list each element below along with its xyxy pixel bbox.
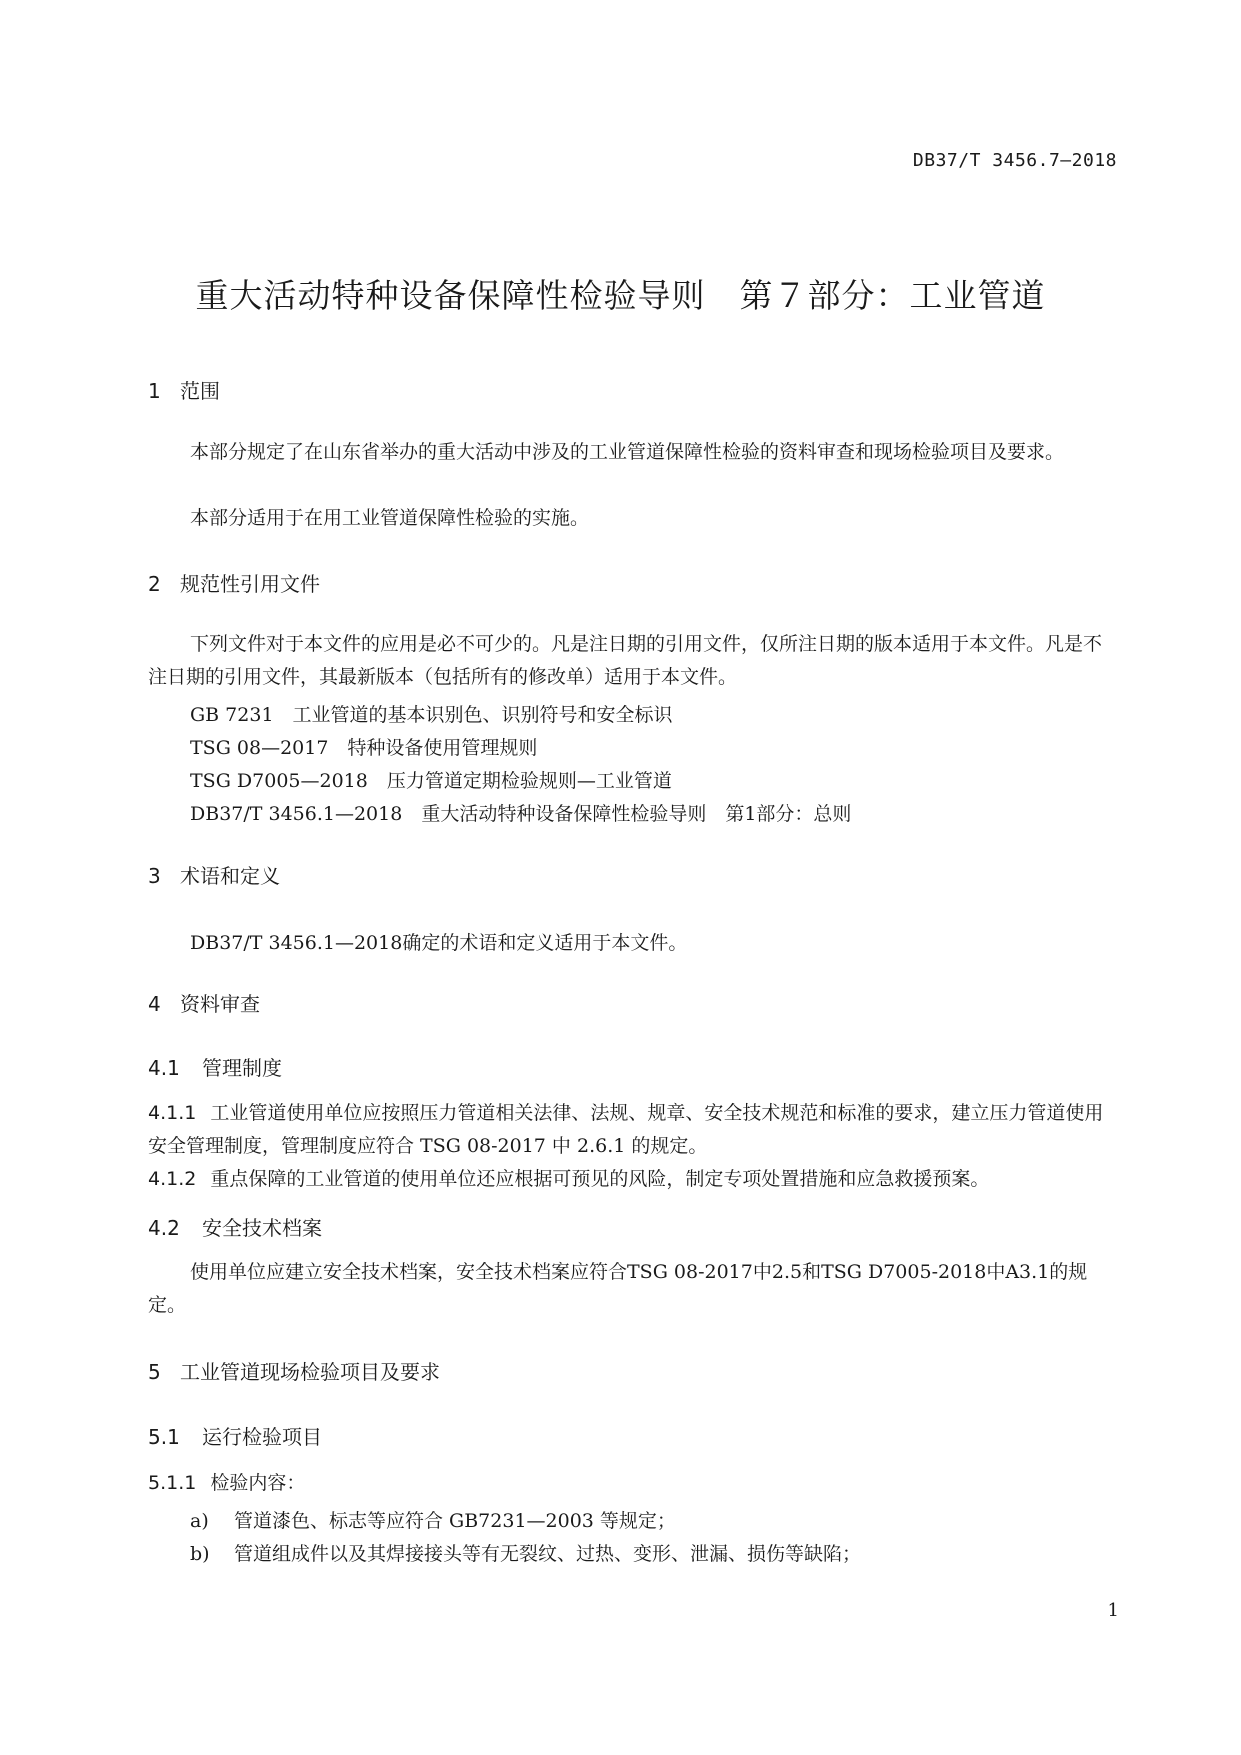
section-title: 资料审查 [180,992,260,1016]
section-title: 工业管道现场检验项目及要求 [180,1360,440,1384]
clause-number: 5.1.1 [148,1472,197,1494]
list-item [190,1539,861,1566]
clause-5-1-1 [148,1467,1114,1500]
section-5-1-heading [148,1421,322,1450]
section-3-heading [148,860,280,889]
list-item [190,1506,676,1533]
reference-item: GB 7231 工业管道的基本识别色、识别符号和安全标识 [190,704,673,726]
clause-4-1-2 [148,1163,1114,1196]
list-marker: b) [190,1543,210,1565]
section-number: 2 [148,572,161,596]
clause-text: 重点保障的工业管道的使用单位还应根据可预见的风险，制定专项处置措施和应急救援预案。 [210,1168,990,1190]
section-3-text: DB37/T 3456.1—2018确定的术语和定义适用于本文件。 [190,932,688,954]
section-title: 范围 [180,379,220,403]
document-title: 重大活动特种设备保障性检验导则 第７部分：工业管道 [195,276,1046,315]
clause-text: 检验内容： [210,1472,306,1494]
section-4-heading [148,988,260,1017]
reference-item: TSG D7005—2018 压力管道定期检验规则—工业管道 [190,770,672,792]
section-title: 规范性引用文件 [180,572,320,596]
clause-number: 4.1.2 [148,1168,197,1190]
standard-code: DB37/T 3456.7—2018 [912,150,1117,171]
section-5-heading [148,1356,440,1385]
list-item-text: 管道组成件以及其焊接接头等有无裂纹、过热、变形、泄漏、损伤等缺陷； [234,1543,862,1565]
section-2-intro: 下列文件对于本文件的应用是必不可少的。凡是注日期的引用文件，仅所注日期的版本适用于本文件。凡是不注日期的引用文件，其最新版本（包括所有的修改单）适用于本文件。 [148,633,1103,688]
page-number: 1 [1107,1600,1119,1621]
section-4-2-heading [148,1212,322,1241]
subsection-number: 4.2 [148,1216,180,1240]
reference-item: DB37/T 3456.1—2018 重大活动特种设备保障性检验导则 第1部分：总则 [190,803,852,825]
section-number: 1 [148,379,161,403]
clause-4-1-1 [148,1097,1114,1163]
section-number: 3 [148,864,161,888]
subsection-number: 5.1 [148,1425,180,1449]
list-marker: a) [190,1510,209,1532]
section-4-2-text: 使用单位应建立安全技术档案，安全技术档案应符合TSG 08-2017中2.5和TSG D7005-2018中A3.1的规定。 [148,1261,1088,1316]
clause-number: 4.1.1 [148,1102,197,1124]
section-title: 术语和定义 [180,864,280,888]
clause-text: 工业管道使用单位应按照压力管道相关法律、法规、规章、安全技术规范和标准的要求，建立压力管道使用安全管理制度，管理制度应符合 TSG 08-2017 中 2.6.1 的规定。 [148,1102,1104,1157]
subsection-number: 4.1 [148,1056,180,1080]
section-number: 5 [148,1360,161,1384]
subsection-title: 安全技术档案 [202,1216,322,1240]
subsection-title: 运行检验项目 [202,1425,322,1449]
section-4-1-heading [148,1052,282,1081]
section-1-heading [148,375,220,404]
section-1-paragraph-2: 本部分适用于在用工业管道保障性检验的实施。 [190,507,590,529]
reference-item: TSG 08—2017 特种设备使用管理规则 [190,737,538,759]
subsection-title: 管理制度 [202,1056,282,1080]
section-number: 4 [148,992,161,1016]
section-2-heading [148,568,320,597]
list-item-text: 管道漆色、标志等应符合 GB7231—2003 等规定； [234,1510,676,1532]
section-1-paragraph-1: 本部分规定了在山东省举办的重大活动中涉及的工业管道保障性检验的资料审查和现场检验项目及要求。 [190,441,1065,463]
